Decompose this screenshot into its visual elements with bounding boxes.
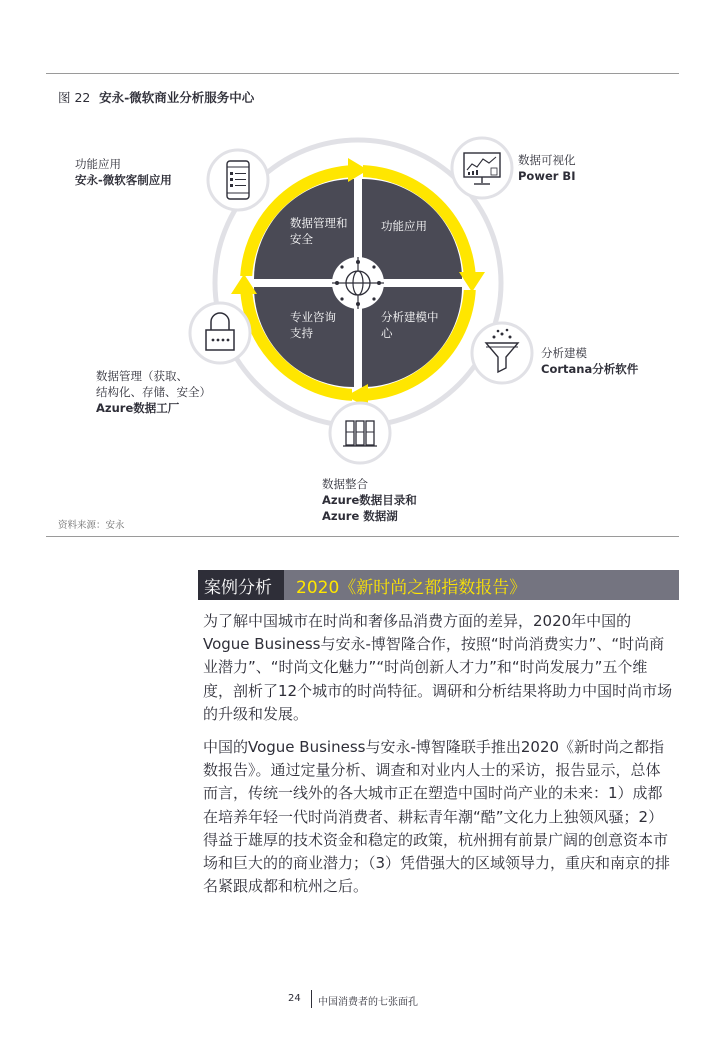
footer-title: 中国消费者的七张面孔 — [318, 997, 418, 1008]
case-paragraph-2: 中国的Vogue Business与安永-博智隆联手推出2020《新时尚之都指数报告》。通过定量分析、调查和对业内人士的采访，报告显示，总体而言，传统一线外的各大城市正在塑造中国时尚产业的未来：1）成都在培养年轻一代时尚消费者、耕耘青年潮“酷”文化力上独领风骚；2）得益于雄厚的技术资金和稳定的政策，杭州拥有前景广阔的创意资本市场和巨大的的商业潜力；（3）凭借强大的区域领导力，重庆和南京的排名紧跟成都和杭州之后。 — [203, 738, 671, 896]
globe-network-icon — [332, 257, 384, 309]
figure-source: 资料来源：安永 — [58, 520, 125, 531]
footer-separator — [311, 990, 312, 1008]
quadrant-label-4b: 心 — [381, 326, 393, 340]
case-paragraph-1: 为了解中国城市在时尚和奢侈品消费方面的差异，2020年中国的Vogue Business与安永-博智隆合作，按照“时尚消费实力”、“时尚商业潜力”、“时尚文化魅力”“时尚创新人才力”和“时尚发展力”五个维度，剖析了12个城市的时尚特征。调研和分析结果将助力中国时尚市场的升级和发展。 — [203, 612, 673, 723]
node-label-model — [541, 345, 638, 377]
mobile-app-icon — [208, 150, 268, 210]
quadrant-label-4a: 分析建模中 — [381, 310, 439, 324]
node-app-value: 安永-微软客制应用 — [75, 173, 172, 187]
page-number: 24 — [288, 993, 301, 1004]
node-label-integrate — [322, 476, 417, 524]
dashboard-monitor-icon — [452, 138, 512, 198]
node-manage-label-1: 数据管理（获取、 — [96, 369, 188, 383]
node-app-label: 功能应用 — [75, 157, 121, 171]
node-manage-value: Azure数据工厂 — [96, 401, 180, 415]
padlock-icon — [190, 303, 250, 363]
figure-number: 图 22 — [58, 90, 91, 105]
node-manage-label-2: 结构化、存储、安全） — [96, 385, 211, 399]
quadrant-label-2a: 功能应用 — [381, 219, 427, 233]
quadrant-analytics — [362, 287, 462, 387]
arrow-left — [231, 274, 257, 294]
quadrant-label-3b: 支持 — [290, 326, 313, 340]
node-viz-label: 数据可视化 — [518, 153, 576, 167]
quadrant-label-1b: 安全 — [290, 232, 313, 246]
node-model-value: Cortana分析软件 — [541, 362, 639, 376]
case-title: 2020《新时尚之都指数报告》 — [296, 578, 527, 598]
node-label-app — [75, 156, 172, 188]
node-viz-value: Power BI — [518, 169, 576, 183]
quadrant-label-3a: 专业咨询 — [290, 310, 336, 324]
node-label-viz — [518, 152, 576, 184]
arrow-right — [459, 272, 485, 292]
figure-title-text: 安永-微软商业分析服务中心 — [99, 90, 255, 105]
quadrant-label-1a: 数据管理和 — [290, 216, 348, 230]
node-integrate-value-1: Azure数据目录和 — [322, 493, 417, 507]
node-label-manage — [96, 368, 211, 416]
figure-bottom-rule — [46, 536, 679, 537]
file-binders-icon — [330, 403, 390, 463]
node-model-label: 分析建模 — [541, 346, 587, 360]
node-integrate-value-2: Azure 数据湖 — [322, 509, 398, 523]
funnel-icon — [472, 323, 532, 383]
node-integrate-label: 数据整合 — [322, 477, 368, 491]
case-tag: 案例分析 — [204, 578, 272, 598]
